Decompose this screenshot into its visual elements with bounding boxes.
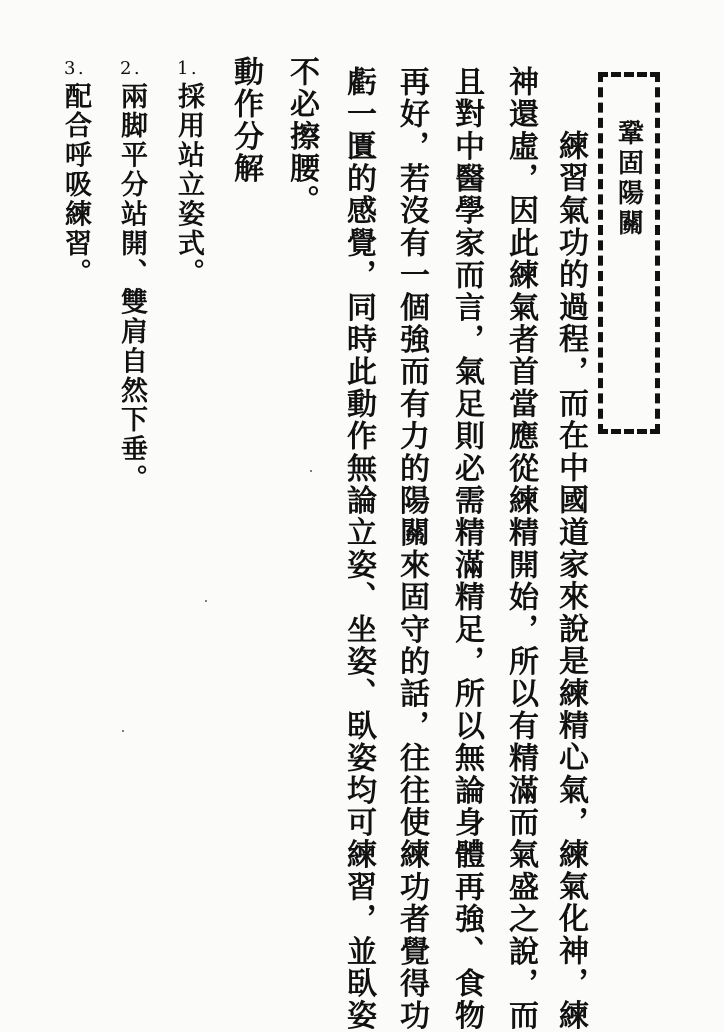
title-frame bbox=[598, 72, 660, 434]
step-2-number: 2. bbox=[120, 58, 142, 79]
paper-speck bbox=[205, 600, 207, 602]
step-1-text: 採用站立姿式。 bbox=[173, 82, 204, 288]
step-3 bbox=[62, 60, 89, 288]
paragraph-line-6: 不必擦腰。 bbox=[284, 56, 319, 217]
step-3-number: 3. bbox=[64, 58, 86, 79]
step-3-text: 配合呼吸練習。 bbox=[60, 82, 91, 288]
step-1 bbox=[175, 60, 202, 288]
paragraph-line-2: 神還虛，因此練氣者首當應從練精開始，所以有精滿而氣盛之說，而 bbox=[503, 66, 538, 1032]
step-2 bbox=[118, 60, 145, 494]
paragraph-line-5: 虧一匱的感覺，同時此動作無論立姿、坐姿、臥姿均可練習，並臥姿 bbox=[341, 66, 376, 1032]
paragraph-line-1: 練習氣功的過程，而在中國道家來說是練精心氣，練氣化神，練 bbox=[553, 130, 588, 1032]
paper-speck bbox=[122, 730, 124, 732]
section-title: 鞏固陽關 bbox=[613, 119, 644, 239]
paper-speck bbox=[310, 470, 312, 472]
paragraph-line-3: 且對中醫學家而言，氣足則必需精滿精足，所以無論身體再強、食物 bbox=[449, 66, 484, 1032]
step-2-text: 兩脚平分站開、雙肩自然下垂。 bbox=[116, 82, 147, 494]
section-heading: 動作分解 bbox=[228, 56, 263, 185]
paragraph-line-4: 再好，若沒有一個強而有力的陽關來固守的話，往往使練功者覺得功 bbox=[394, 66, 429, 1032]
step-1-number: 1. bbox=[177, 58, 199, 79]
